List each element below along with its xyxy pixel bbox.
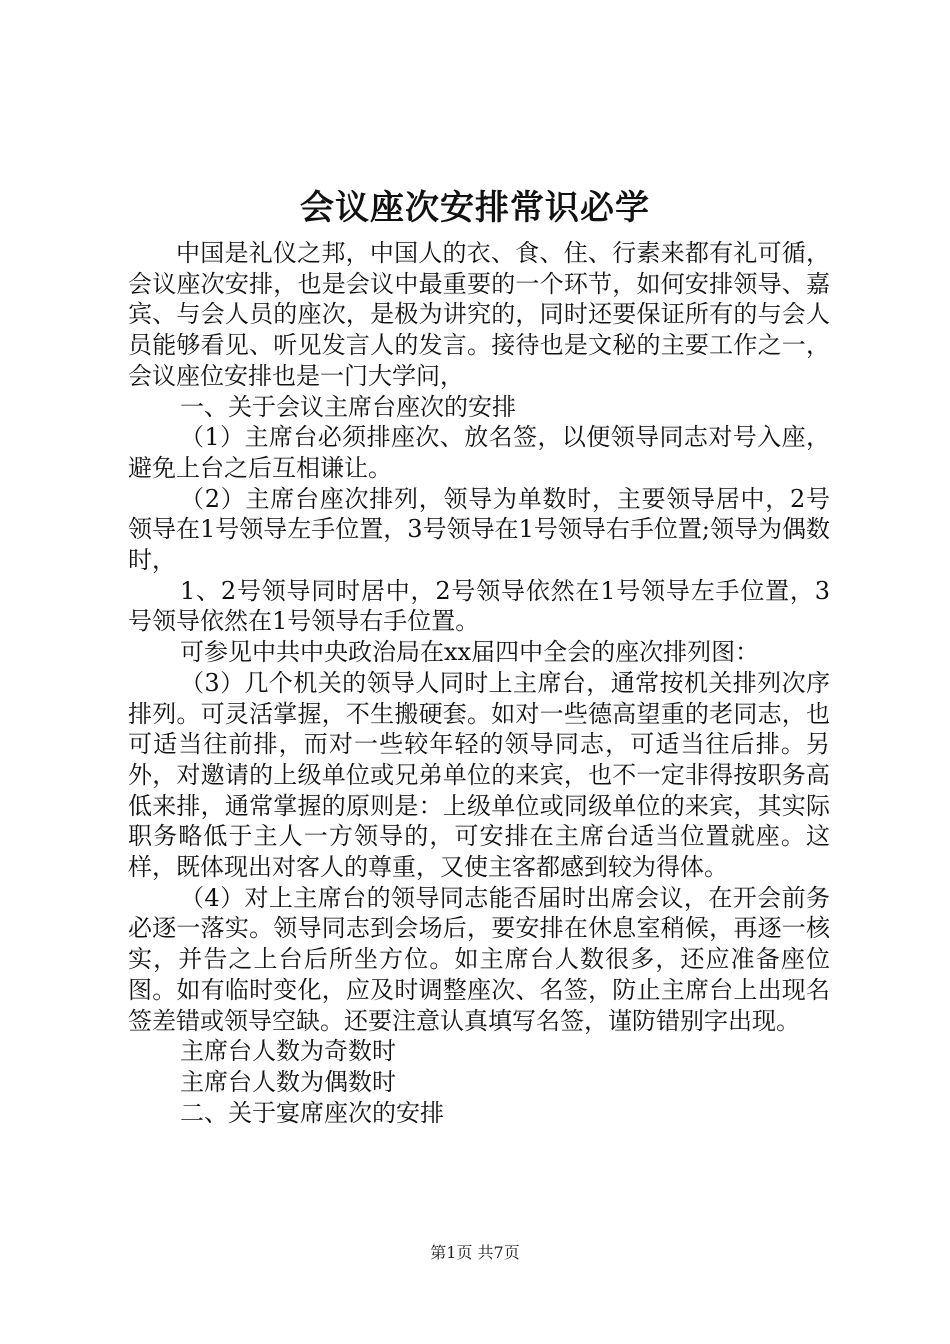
reference-line: 可参见中共中央政治局在xx届四中全会的座次排列图： [180,638,760,667]
caption-even: 主席台人数为偶数时 [180,1067,396,1096]
rule-paragraph-2-cont: 1、2号领导同时居中，2号领导依然在1号领导左手位置，3号领导依然在1号领导右手位置。 [128,576,830,636]
document-title: 会议座次安排常识必学 [300,188,650,228]
section-heading-1: 一、关于会议主席台座次的安排 [180,392,516,421]
rule-paragraph-1: （1）主席台必须排座次、放名签，以便领导同志对号入座，避免上台之后互相谦让。 [128,423,830,482]
document-body [128,238,830,1128]
rule-paragraph-4: （4）对上主席台的领导同志能否届时出席会议，在开会前务必逐一落实。领导同志到会场后，要安排在休息室稍候，再逐一核实，并告之上台后所坐方位。如主席台人数很多，还应准备座位图。如有临时变化，应及时调整座次、名签，防止主席台上出现名签差错或领导空缺。还要注意认真填写名签，谨防错别字出现。 [128,883,830,1035]
rule-paragraph-3: （3）几个机关的领导人同时上主席台，通常按机关排列次序排列。可灵活掌握，不生搬硬套。如对一些德高望重的老同志，也可适当往前排，而对一些较年轻的领导同志，可适当往后排。另外，对邀请的上级单位或兄弟单位的来宾，也不一定非得按职务高低来排，通常掌握的原则是：上级单位或同级单位的来宾，其实际职务略低于主人一方领导的，可安排在主席台适当位置就座。这样，既体现出对客人的尊重，又使主客都感到较为得体。 [128,668,830,882]
rule-paragraph-2: （2）主席台座次排列，领导为单数时，主要领导居中，2号领导在1号领导左手位置，3号领导在1号领导右手位置;领导为偶数时， [128,484,830,575]
caption-odd: 主席台人数为奇数时 [180,1037,396,1066]
intro-paragraph: 中国是礼仪之邦，中国人的衣、食、住、行素来都有礼可循，会议座次安排，也是会议中最重要的一个环节，如何安排领导、嘉宾、与会人员的座次，是极为讲究的，同时还要保证所有的与会人员能够看见、听见发言人的发言。接待也是文秘的主要工作之一，会议座位安排也是一门大学问， [128,239,830,390]
section-heading-2: 二、关于宴席座次的安排 [180,1098,444,1127]
page-footer: 第1页 共7页 [430,1243,520,1262]
